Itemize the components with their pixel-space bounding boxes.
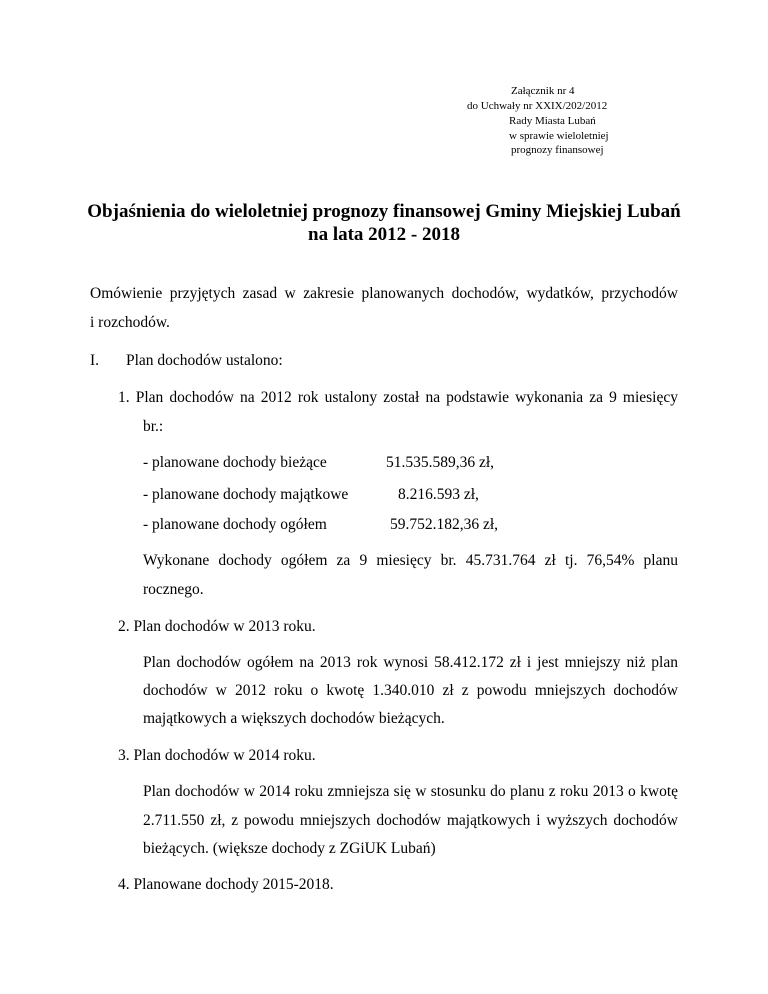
- item2-line-2: dochodów w 2012 roku o kwotę 1.340.010 zł z powodu mniejszych dochodów: [143, 682, 678, 699]
- income-row-value: 8.216.593 zł,: [398, 486, 479, 503]
- item1-line-1: 1. Plan dochodów na 2012 rok ustalony został na podstawie wykonania za 9 miesięcy: [118, 389, 678, 406]
- annex-line-1: Załącznik nr 4: [511, 85, 575, 97]
- income-row-label: - planowane dochody bieżące: [143, 454, 327, 471]
- section-heading: Plan dochodów ustalono:: [126, 352, 283, 369]
- item3-line-3: bieżących. (większe dochody z ZGiUK Lubań): [143, 840, 436, 857]
- annex-line-3: Rady Miasta Lubań: [509, 115, 596, 127]
- item1-executed-line-1: Wykonane dochody ogółem za 9 miesięcy br. 45.731.764 zł tj. 76,54% planu: [143, 552, 678, 569]
- intro-line-1: Omówienie przyjętych zasad w zakresie planowanych dochodów, wydatków, przychodów: [90, 285, 678, 302]
- item1-executed-line-2: rocznego.: [143, 581, 204, 598]
- document-title-line-1: Objaśnienia do wieloletniej prognozy finansowej Gminy Miejskiej Lubań: [87, 201, 681, 222]
- item2-heading: 2. Plan dochodów w 2013 roku.: [118, 618, 316, 635]
- annex-line-2: do Uchwały nr XXIX/202/2012: [467, 100, 608, 112]
- item3-line-1: Plan dochodów w 2014 roku zmniejsza się w stosunku do planu z roku 2013 o kwotę: [143, 783, 678, 800]
- annex-line-4: w sprawie wieloletniej: [509, 130, 609, 142]
- income-row-label: - planowane dochody majątkowe: [143, 486, 349, 503]
- item1-line-2: br.:: [143, 418, 164, 435]
- annex-line-5: prognozy finansowej: [511, 144, 604, 156]
- income-row-value: 51.535.589,36 zł,: [386, 454, 495, 471]
- item2-line-3: majątkowych a większych dochodów bieżących.: [143, 710, 445, 727]
- item3-heading: 3. Plan dochodów w 2014 roku.: [118, 747, 316, 764]
- income-row-label: - planowane dochody ogółem: [143, 516, 327, 533]
- intro-line-2: i rozchodów.: [90, 314, 170, 331]
- income-row-value: 59.752.182,36 zł,: [390, 516, 499, 533]
- section-numeral: I.: [90, 352, 100, 369]
- item4-heading: 4. Planowane dochody 2015-2018.: [118, 876, 334, 893]
- document-title-line-2: na lata 2012 - 2018: [308, 224, 460, 245]
- item2-line-1: Plan dochodów ogółem na 2013 rok wynosi 58.412.172 zł i jest mniejszy niż plan: [143, 654, 678, 671]
- item3-line-2: 2.711.550 zł, z powodu mniejszych dochodów majątkowych i wyższych dochodów: [143, 812, 678, 829]
